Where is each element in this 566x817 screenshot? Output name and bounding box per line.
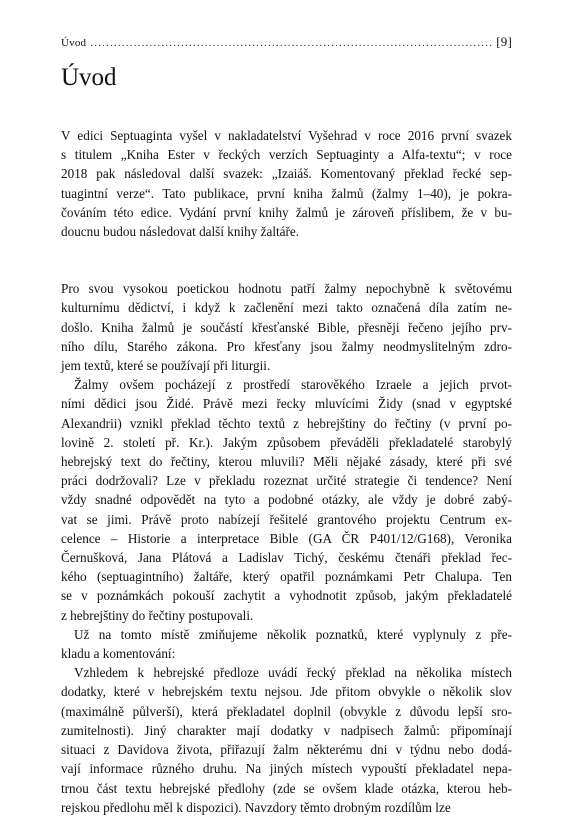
- text-line: Černušková, Jana Plátová a Ladislav Tichý, českému čtenáři překlad řec-: [61, 550, 512, 566]
- running-head-leader-dots: [90, 37, 492, 49]
- page-number: [9]: [496, 34, 512, 49]
- text-line: došlo. Kniha žalmů je součástí křesťanské Bible, přesněji řečeno jejího prv-: [61, 319, 512, 335]
- text-line: dodatky, které v hebrejském textu nejsou. Jde přitom obvykle o několik slov: [61, 684, 512, 700]
- text-line: tuagintní verze“. Tato publikace, první kniha žalmů (žalmy 1–40), je pokra-: [61, 185, 512, 201]
- text-line: vždy snadné odpovědět na tyto a podobné otázky, ale vždy je dobré zabý-: [61, 492, 512, 508]
- running-head: [61, 34, 512, 50]
- text-line: se v poznámkách pokouší zachytit a vyhodnotit způsob, jakým překladatelé: [61, 588, 512, 604]
- text-line: vají informace různého druhu. Na jiných místech vypouští překladatel nepa-: [61, 761, 512, 777]
- text-line: kého (septuagintního) žaltáře, který opatřil poznámkami Petr Chalupa. Ten: [61, 569, 512, 585]
- text-line: vat se jimi. Právě proto nabízejí řešitelé grantového projektu Centrum ex-: [61, 511, 512, 527]
- text-line: hebrejský text do řečtiny, kterou mluvili? Měli nějaké zásady, které při své: [61, 454, 512, 470]
- paragraph-gap: [61, 260, 512, 279]
- text-line: situaci z Davidova života, přiřazují žalm některému dni v týdnu nebo dodá-: [61, 742, 512, 758]
- paragraph: [61, 126, 512, 241]
- text-line: rejskou předlohu měl k dispozici). Navzdory těmto drobným rozdílům lze: [61, 799, 451, 815]
- text-line: Žalmy ovšem pocházejí z prostředí starověkého Izraele a jejich prvot-: [74, 377, 512, 393]
- text-line: trnou část textu hebrejské předlohy (zde se ovšem klade otázka, kterou heb-: [61, 780, 512, 796]
- body-text: [61, 126, 512, 817]
- text-line: Už na tomto místě zmiňujeme několik poznatků, které vyplynuly z pře-: [74, 626, 512, 642]
- text-line: práci dodržovali? Lze v překladu rozeznat určité strategie či tendence? Není: [61, 473, 512, 489]
- paragraph-gap: [61, 241, 512, 260]
- text-line: z hebrejštiny do řečtiny postupovali.: [61, 607, 254, 623]
- text-line: ními dědici jsou Židé. Právě mezi řecky mluvícími Židy (snad v egyptské: [61, 396, 512, 412]
- text-line: zumitelnosti). Jiný charakter mají dodatky v nadpisech žalmů: připomínají: [61, 722, 512, 738]
- text-line: Vzhledem k hebrejské předloze uvádí řecký překlad na několika místech: [74, 665, 512, 681]
- text-line: celence – Historie a interpretace Bible (GA ČR P401/12/G168), Veronika: [61, 530, 512, 546]
- paragraph: [61, 625, 512, 663]
- text-line: V edici Septuaginta vyšel v nakladatelství Vyšehrad v roce 2016 první svazek: [61, 128, 512, 143]
- text-line: Alexandrii) vznikl překlad těchto textů z hebrejštiny do řečtiny (v první po-: [61, 415, 512, 431]
- text-line: jem textů, které se používají při liturgii.: [61, 358, 271, 374]
- text-line: lovině 2. století př. Kr.). Jakým způsobem převáděli překladatelé starobylý: [61, 434, 512, 450]
- text-line: čováním této edice. Vydání první knihy žalmů je zároveň příslibem, že v bu-: [61, 204, 512, 220]
- paragraph: [61, 279, 512, 375]
- paragraph: [61, 663, 512, 817]
- text-line: (maximálně půlverší), která překladatel doplnil (obvykle z důvodu lepší sro-: [61, 703, 512, 719]
- text-line: doucnu budou následovat další knihy žaltáře.: [61, 224, 300, 240]
- text-line: ního dílu, Starého zákona. Pro křesťany jsou žalmy neodmyslitelným zdro-: [61, 338, 512, 354]
- paragraph: [61, 375, 512, 625]
- chapter-title: Úvod: [61, 64, 117, 91]
- text-line: s titulem „Kniha Ester v řeckých verzích Septuaginty a Alfa-textu“; v roce: [61, 147, 512, 163]
- text-line: kulturnímu dědictví, i když k začlenění mezi takto označená díla zatím ne-: [61, 300, 512, 316]
- running-head-title: Úvod: [61, 37, 87, 49]
- text-line: Pro svou vysokou poetickou hodnotu patří žalmy nepochybně k světovému: [61, 281, 512, 297]
- text-line: kladu a komentování:: [61, 646, 176, 662]
- text-line: 2018 pak následoval další svazek: „Izaiáš. Komentovaný překlad řecké sep-: [61, 166, 512, 182]
